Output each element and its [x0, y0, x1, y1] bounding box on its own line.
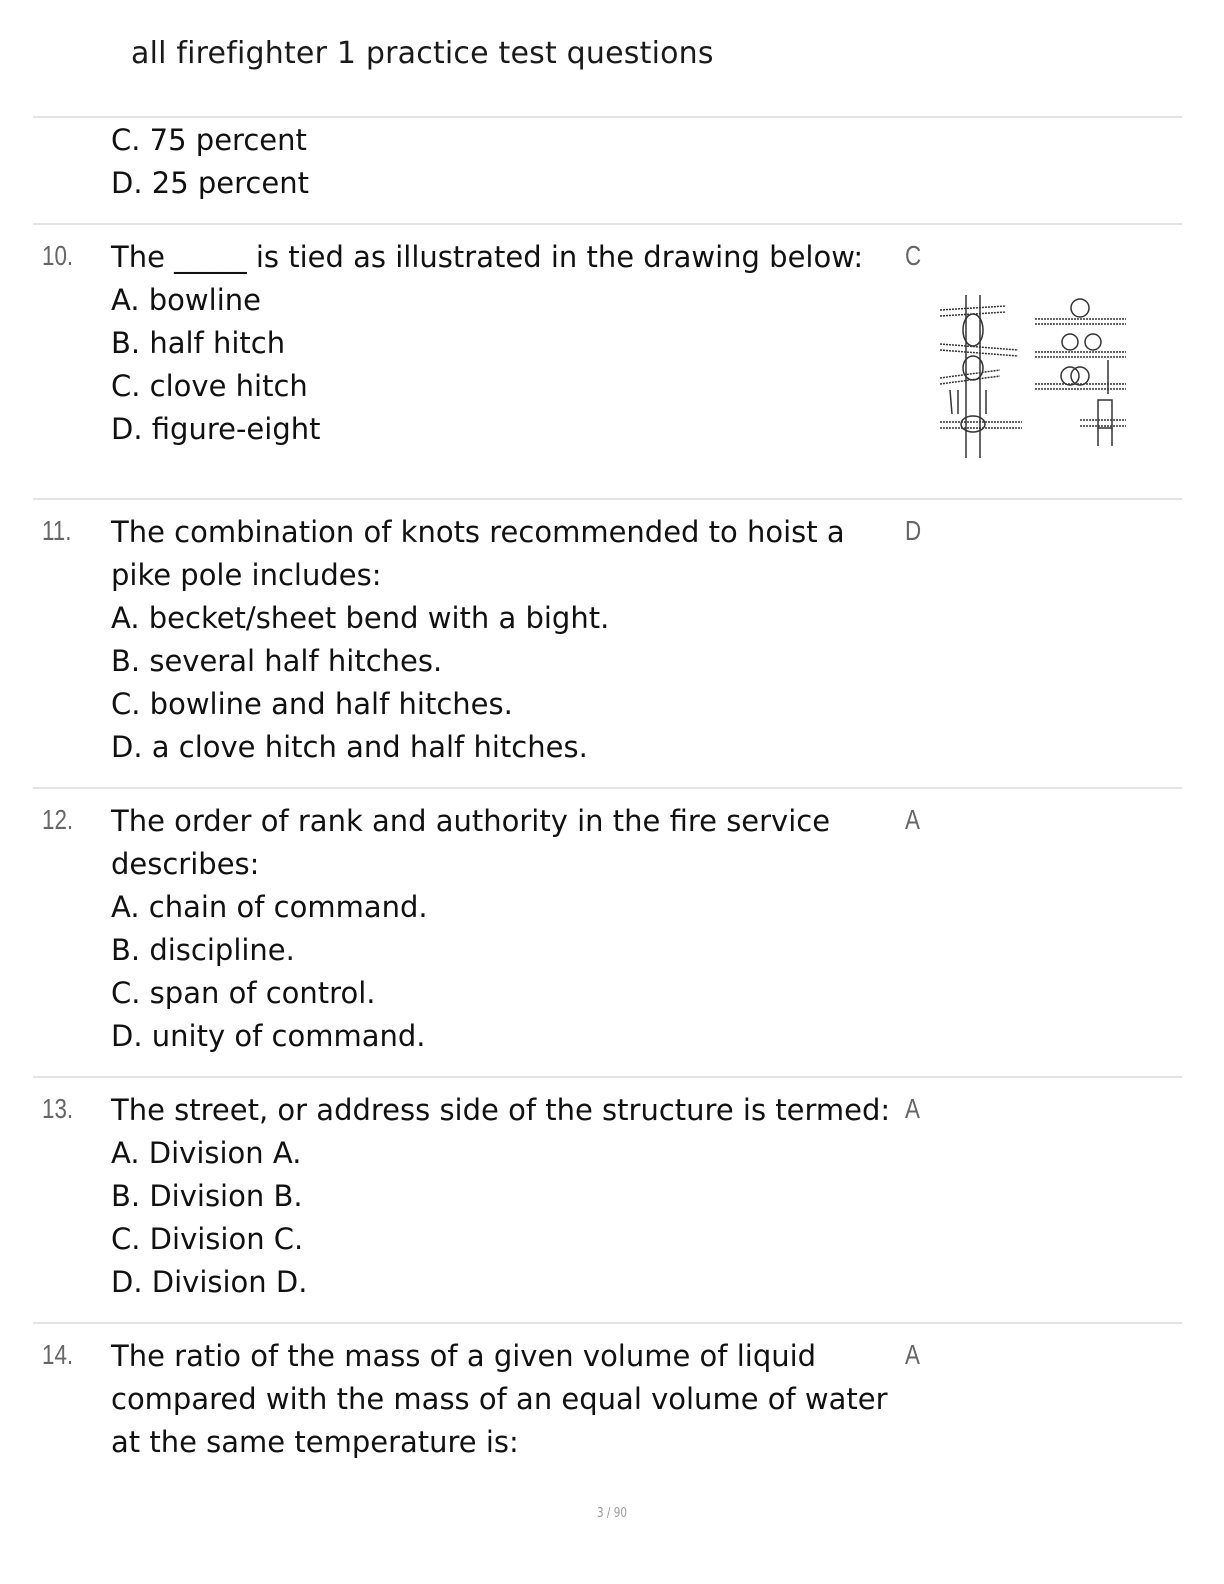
- option: D. figure-eight: [111, 412, 321, 446]
- question-10: [111, 236, 911, 451]
- question-12: [111, 800, 901, 1058]
- option: B. discipline.: [111, 933, 295, 967]
- question-stem: The order of rank and authority in the fire service: [111, 804, 831, 838]
- question-stem: The combination of knots recommended to hoist a: [111, 515, 845, 549]
- answer-key: C: [905, 240, 922, 271]
- question-13: [111, 1089, 911, 1304]
- divider: [33, 1322, 1182, 1324]
- question-number: 10.: [42, 240, 74, 271]
- option: C. bowline and half hitches.: [111, 687, 513, 721]
- option: C. span of control.: [111, 976, 376, 1010]
- option: D. a clove hitch and half hitches.: [111, 730, 588, 764]
- question-stem: compared with the mass of an equal volume of water: [111, 1382, 888, 1416]
- option: C. 75 percent: [111, 123, 307, 157]
- option: A. Division A.: [111, 1136, 302, 1170]
- page-number: 3 / 90: [597, 1506, 627, 1521]
- option: A. bowline: [111, 283, 261, 317]
- question-number: 12.: [42, 804, 74, 835]
- question-stem: The street, or address side of the structure is termed:: [111, 1093, 891, 1127]
- question-number: 11.: [42, 515, 72, 546]
- divider: [33, 223, 1182, 225]
- answer-key: A: [905, 1339, 920, 1370]
- answer-key: A: [905, 1093, 920, 1124]
- question-number: 14.: [42, 1339, 74, 1370]
- option: D. unity of command.: [111, 1019, 426, 1053]
- question-stem: pike pole includes:: [111, 558, 382, 592]
- option: A. becket/sheet bend with a bight.: [111, 601, 610, 635]
- question-stem: The ratio of the mass of a given volume of liquid: [111, 1339, 817, 1373]
- question-stem: describes:: [111, 847, 260, 881]
- option: D. Division D.: [111, 1265, 308, 1299]
- divider: [33, 1076, 1182, 1078]
- clove-hitch-knot-drawing-icon: [930, 290, 1130, 462]
- divider: [33, 116, 1182, 118]
- option: B. half hitch: [111, 326, 286, 360]
- question-11: [111, 511, 901, 769]
- question-number: 13.: [42, 1093, 74, 1124]
- option: B. several half hitches.: [111, 644, 443, 678]
- option: B. Division B.: [111, 1179, 303, 1213]
- question-14: [111, 1335, 901, 1464]
- question-stem: at the same temperature is:: [111, 1425, 519, 1459]
- document-title: all firefighter 1 practice test questions: [131, 36, 714, 71]
- option: C. Division C.: [111, 1222, 304, 1256]
- divider: [33, 498, 1182, 500]
- option: D. 25 percent: [111, 166, 309, 200]
- option: A. chain of command.: [111, 890, 428, 924]
- option: C. clove hitch: [111, 369, 308, 403]
- answer-key: D: [905, 515, 922, 546]
- question-stem: The _____ is tied as illustrated in the drawing below:: [111, 240, 864, 274]
- continued-options: [111, 119, 901, 205]
- answer-key: A: [905, 804, 920, 835]
- divider: [33, 787, 1182, 789]
